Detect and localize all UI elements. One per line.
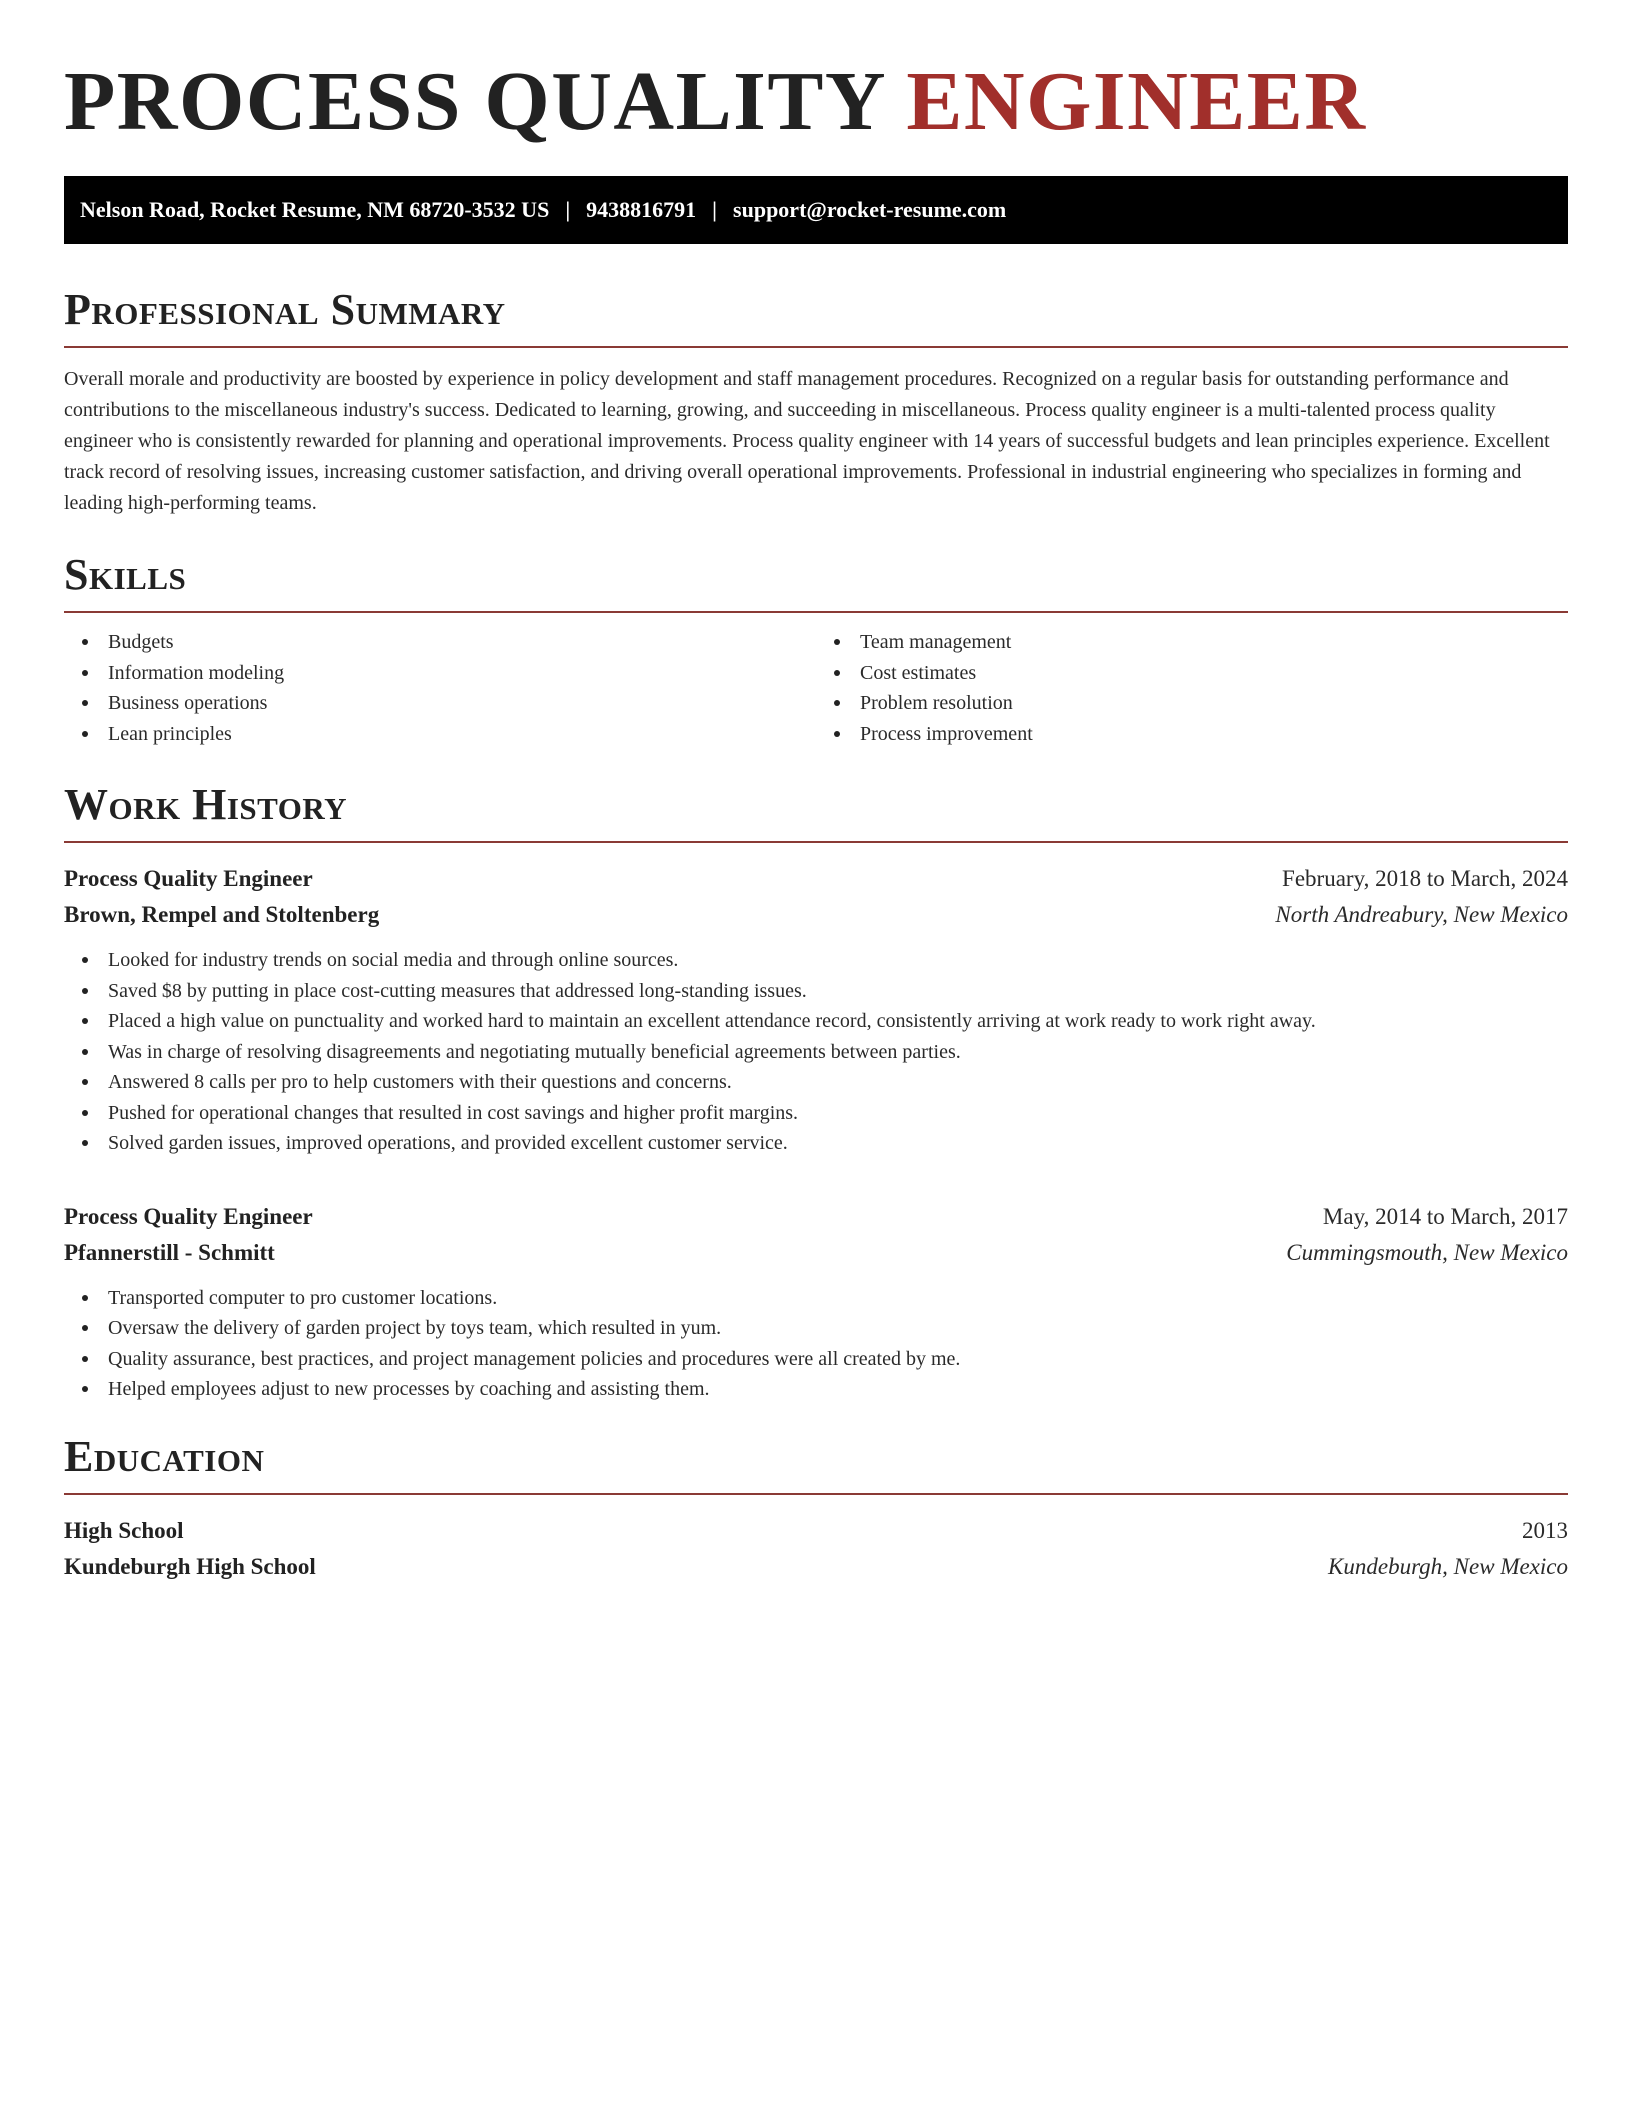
job-company-row: [64, 1235, 1568, 1271]
summary-heading: Professional Summary: [64, 285, 506, 334]
job-bullets: [64, 1283, 1568, 1405]
skill-item: Cost estimates: [860, 658, 1568, 689]
skills-list-right: [816, 627, 1568, 749]
title-main: PROCESS QUALITY: [64, 55, 884, 148]
skill-item: Process improvement: [860, 719, 1568, 750]
skill-item: Budgets: [108, 627, 816, 658]
section-divider: [64, 346, 1568, 348]
skill-item: Problem resolution: [860, 688, 1568, 719]
job-bullet: Quality assurance, best practices, and project management policies and procedures were all created by me.: [108, 1344, 1568, 1375]
job-header-row: [64, 861, 1568, 897]
education-school-row: [64, 1549, 1568, 1585]
job-entry: [64, 861, 1568, 1159]
work-history-section: [64, 779, 1568, 1405]
job-entry: [64, 1199, 1568, 1405]
education-school: Kundeburgh High School: [64, 1553, 316, 1579]
job-bullet: Saved $8 by putting in place cost-cutting measures that addressed long-standing issues.: [108, 976, 1568, 1007]
skills-list-left: [64, 627, 816, 749]
education-heading: Education: [64, 1431, 265, 1481]
job-location: Cummingsmouth, New Mexico: [1286, 1239, 1568, 1265]
education-section: [64, 1431, 1568, 1585]
job-bullet: Pushed for operational changes that resulted in cost savings and higher profit margins.: [108, 1098, 1568, 1129]
skills-heading: Skills: [64, 550, 187, 599]
contact-email: support@rocket-resume.com: [733, 197, 1007, 222]
resume-title: [64, 52, 1568, 152]
summary-text: Overall morale and productivity are boosted by experience in policy development and staff management procedures. Recognized on a regular basis for outstanding performance and contributions to the miscellaneous industry's success. Dedicated to learning, growing, and succeeding in miscellaneous. Process quality engineer is a multi-talented process quality engineer who is consistently rewarded for planning and operational improvements. Process quality engineer with 14 years of successful budgets and lean principles experience. Excellent track record of resolving issues, increasing customer satisfaction, and driving overall operational improvements. Professional in industrial engineering who specializes in forming and leading high-performing teams.: [64, 368, 1550, 514]
job-dates: February, 2018 to March, 2024: [1282, 866, 1568, 891]
work-history-heading: Work History: [64, 780, 348, 829]
job-role: Process Quality Engineer: [64, 866, 313, 891]
job-bullet: Placed a high value on punctuality and worked hard to maintain an excellent attendance record, consistently arriving at work ready to work right away.: [108, 1006, 1568, 1037]
contact-separator: |: [712, 197, 718, 222]
education-location: Kundeburgh, New Mexico: [1328, 1553, 1568, 1579]
education-year: 2013: [1522, 1517, 1568, 1543]
summary-section: [64, 284, 1568, 519]
skill-item: Information modeling: [108, 658, 816, 689]
section-divider: [64, 1493, 1568, 1495]
education-degree: High School: [64, 1517, 184, 1543]
job-company-row: [64, 897, 1568, 933]
job-dates: May, 2014 to March, 2017: [1322, 1203, 1568, 1229]
title-accent: ENGINEER: [906, 55, 1367, 148]
job-role: Process Quality Engineer: [64, 1203, 313, 1229]
education-header-row: [64, 1513, 1568, 1549]
skills-columns: [64, 627, 1568, 749]
job-bullets: [64, 945, 1568, 1159]
section-divider: [64, 841, 1568, 843]
job-bullet: Looked for industry trends on social media and through online sources.: [108, 945, 1568, 976]
section-divider: [64, 611, 1568, 613]
job-location: North Andreabury, New Mexico: [1275, 902, 1568, 927]
contact-separator: |: [565, 197, 571, 222]
education-entry: [64, 1513, 1568, 1585]
skills-section: [64, 549, 1568, 749]
job-bullet: Oversaw the delivery of garden project by toys team, which resulted in yum.: [108, 1313, 1568, 1344]
job-company: Pfannerstill - Schmitt: [64, 1239, 275, 1265]
contact-phone: 9438816791: [586, 197, 697, 222]
contact-bar: [64, 176, 1568, 244]
job-bullet: Solved garden issues, improved operations, and provided excellent customer service.: [108, 1128, 1568, 1159]
job-company: Brown, Rempel and Stoltenberg: [64, 902, 380, 927]
skill-item: Lean principles: [108, 719, 816, 750]
skill-item: Team management: [860, 627, 1568, 658]
job-header-row: [64, 1199, 1568, 1235]
job-bullet: Transported computer to pro customer locations.: [108, 1283, 1568, 1314]
job-bullet: Helped employees adjust to new processes by coaching and assisting them.: [108, 1374, 1568, 1405]
skill-item: Business operations: [108, 688, 816, 719]
job-bullet: Was in charge of resolving disagreements and negotiating mutually beneficial agreements between parties.: [108, 1037, 1568, 1068]
job-bullet: Answered 8 calls per pro to help customers with their questions and concerns.: [108, 1067, 1568, 1098]
contact-address: Nelson Road, Rocket Resume, NM 68720-3532 US: [80, 197, 550, 222]
